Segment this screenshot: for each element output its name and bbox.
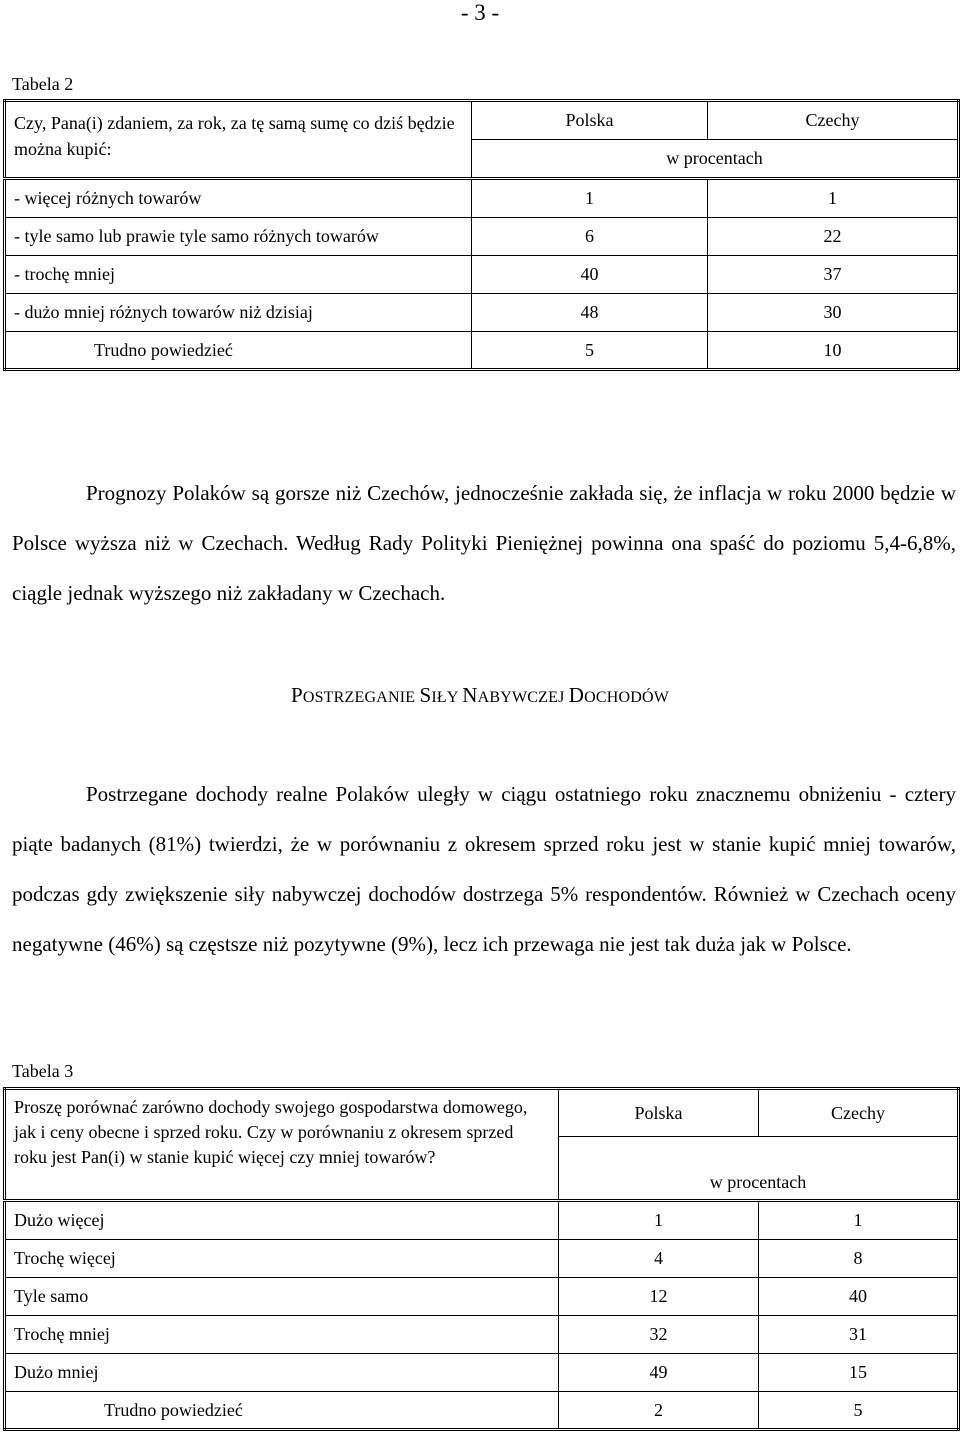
row-czechy: 5 [759, 1392, 959, 1430]
row-polska: 12 [559, 1278, 759, 1316]
table3-unit: w procentach [559, 1137, 959, 1201]
table2-col-polska: Polska [472, 101, 708, 140]
row-label: - tyle samo lub prawie tyle samo różnych towarów [5, 218, 472, 256]
table3-col-polska: Polska [559, 1089, 759, 1137]
row-polska: 1 [559, 1201, 759, 1240]
table2 [3, 99, 960, 371]
row-polska: 32 [559, 1316, 759, 1354]
row-czechy: 10 [708, 332, 959, 370]
row-label: - dużo mniej różnych towarów niż dzisiaj [5, 294, 472, 332]
table3-question: Proszę porównać zarówno dochody swojego gospodarstwa domowego, jak i ceny obecne i sprzed roku. Czy w porównaniu z okresem sprzed roku jest Pan(i) w stanie kupić więcej czy mniej towarów? [5, 1089, 559, 1201]
section-title: POSTRZEGANIE SIŁY NABYWCZEJ DOCHODÓW [290, 683, 670, 707]
table-row [5, 256, 959, 294]
row-polska: 5 [472, 332, 708, 370]
table3-col-czechy: Czechy [759, 1089, 959, 1137]
paragraph-inflation-text: Prognozy Polaków są gorsze niż Czechów, jednocześnie zakłada się, że inflacja w roku 2000 będzie w Polsce wyższa niż w Czechach. Według Rady Polityki Pieniężnej powinna ona spaść do poziomu 5,4-6,8%, ciągle jednak wyższego niż zakładany w Czechach. [12, 481, 956, 605]
table3 [3, 1087, 960, 1431]
row-czechy: 37 [708, 256, 959, 294]
row-polska: 49 [559, 1354, 759, 1392]
table2-caption: Tabela 2 [12, 74, 74, 94]
table-row [5, 179, 959, 218]
table-row [5, 1201, 959, 1240]
row-polska: 48 [472, 294, 708, 332]
table-row [5, 332, 959, 370]
row-label: Trudno powiedzieć [5, 332, 472, 370]
row-label: - trochę mniej [5, 256, 472, 294]
row-label: Trochę więcej [5, 1240, 559, 1278]
row-polska: 1 [472, 179, 708, 218]
table-row [5, 1240, 959, 1278]
row-polska: 2 [559, 1392, 759, 1430]
paragraph-purchasing-power [12, 769, 956, 969]
row-czechy: 40 [759, 1278, 959, 1316]
table2-col-czechy: Czechy [708, 101, 959, 140]
row-label: Tyle samo [5, 1278, 559, 1316]
row-czechy: 22 [708, 218, 959, 256]
table-row [5, 294, 959, 332]
row-label: Trudno powiedzieć [5, 1392, 559, 1430]
table2-unit: w procentach [472, 140, 959, 179]
page-number: - 3 - [460, 0, 500, 25]
row-label: Dużo mniej [5, 1354, 559, 1392]
row-czechy: 31 [759, 1316, 959, 1354]
table-row [5, 218, 959, 256]
row-label: Dużo więcej [5, 1201, 559, 1240]
row-czechy: 30 [708, 294, 959, 332]
table-row [5, 1316, 959, 1354]
paragraph-purchasing-power-text: Postrzegane dochody realne Polaków uległy w ciągu ostatniego roku znacznemu obniżeniu - cztery piąte badanych (81%) twierdzi, że w porównaniu z okresem sprzed roku jest w stanie kupić mniej towarów, podczas gdy zwiększenie siły nabywczej dochodów dostrzega 5% respondentów. Również w Czechach oceny negatywne (46%) są częstsze niż pozytywne (9%), lecz ich przewaga nie jest tak duża jak w Polsce. [12, 782, 956, 956]
row-label: - więcej różnych towarów [5, 179, 472, 218]
paragraph-inflation [12, 468, 956, 618]
row-czechy: 8 [759, 1240, 959, 1278]
row-czechy: 1 [759, 1201, 959, 1240]
table3-caption: Tabela 3 [12, 1061, 74, 1081]
row-polska: 6 [472, 218, 708, 256]
row-polska: 40 [472, 256, 708, 294]
table-row [5, 1278, 959, 1316]
row-polska: 4 [559, 1240, 759, 1278]
row-czechy: 15 [759, 1354, 959, 1392]
table-row [5, 1392, 959, 1430]
table-row [5, 1354, 959, 1392]
table2-question: Czy, Pana(i) zdaniem, za rok, za tę samą sumę co dziś będzie można kupić: [5, 101, 472, 179]
row-label: Trochę mniej [5, 1316, 559, 1354]
row-czechy: 1 [708, 179, 959, 218]
